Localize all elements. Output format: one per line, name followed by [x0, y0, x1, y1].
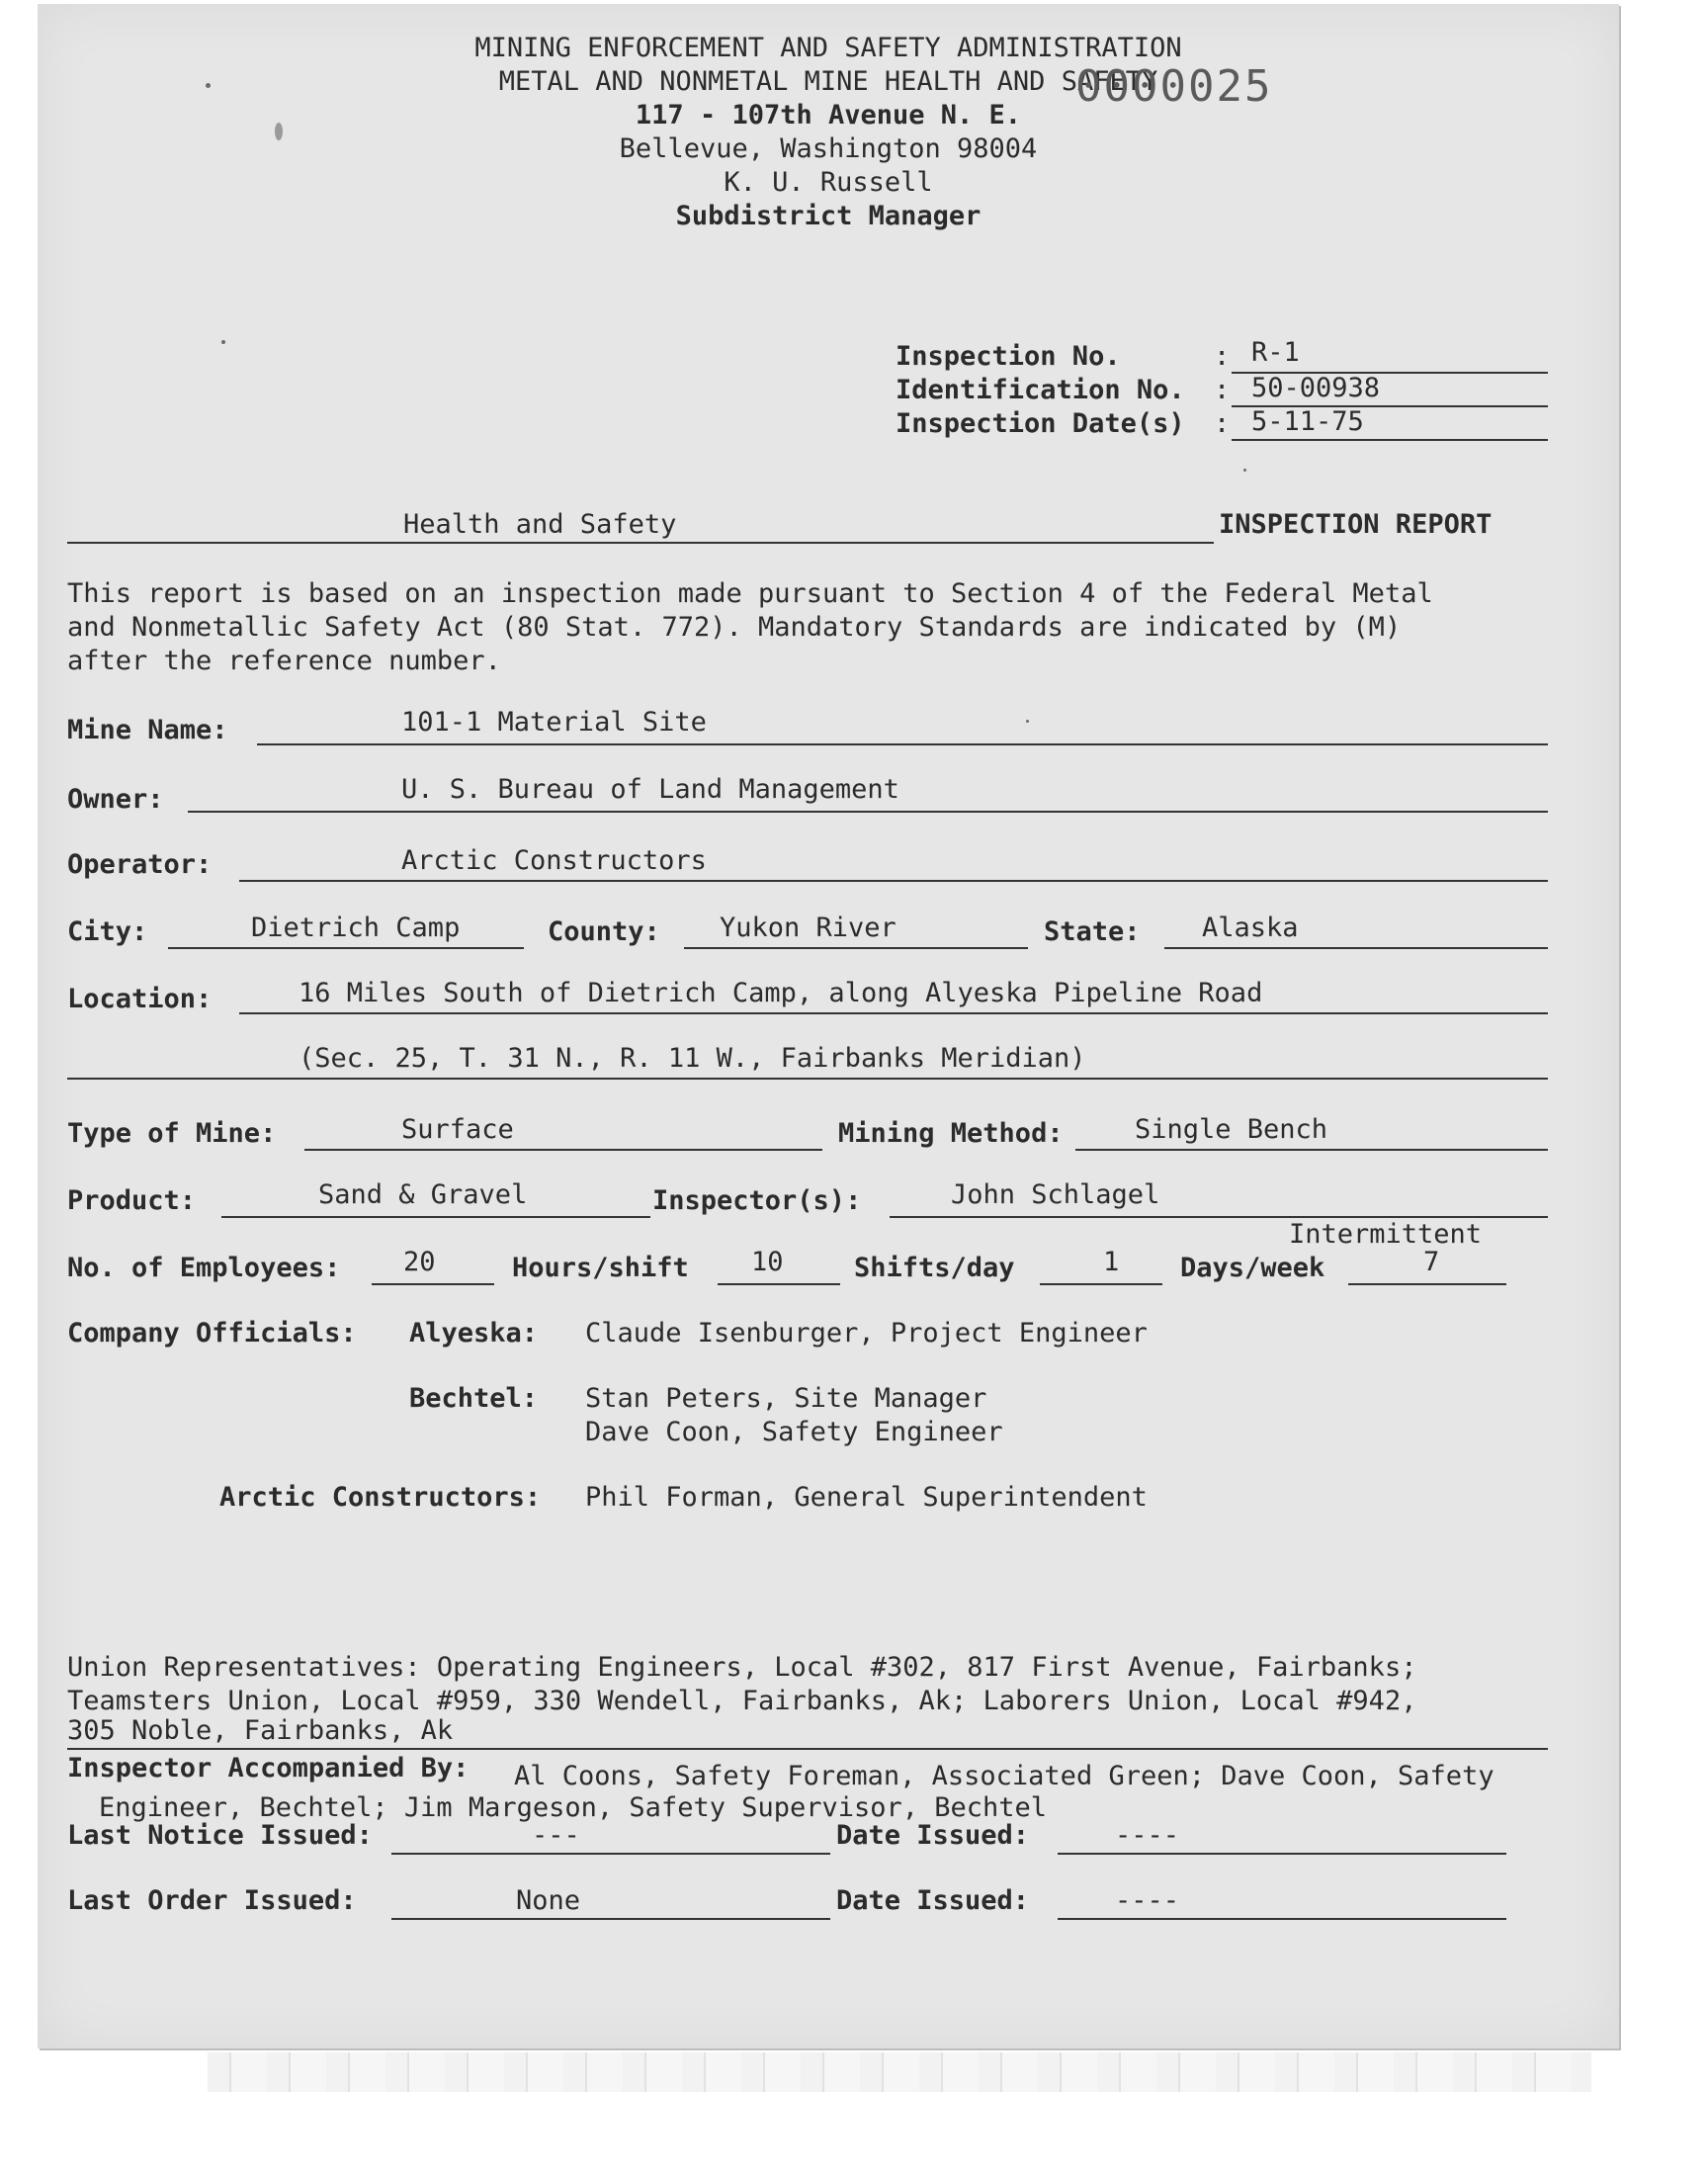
operator-value: Arctic Constructors — [401, 845, 707, 876]
inspection-report-page — [38, 4, 1619, 2048]
arctic-official: Phil Forman, General Superintendent — [585, 1482, 1148, 1513]
order-date-label: Date Issued: — [836, 1885, 1030, 1916]
inspector-label: Inspector(s): — [652, 1185, 862, 1216]
days-label: Days/week — [1180, 1253, 1325, 1283]
alyeska-official: Claude Isenburger, Project Engineer — [585, 1318, 1148, 1348]
intro-line-3: after the reference number. — [67, 646, 501, 676]
scan-bottom-edge — [208, 2052, 1591, 2092]
operator-label: Operator: — [67, 849, 213, 880]
employees-underline — [372, 1283, 494, 1285]
inspection-date-colon: : — [1214, 408, 1231, 439]
location-line-1: 16 Miles South of Dietrich Camp, along Alyeska Pipeline Road — [299, 978, 1263, 1008]
notice-date-underline — [1058, 1853, 1506, 1855]
union-line-2: Teamsters Union, Local #959, 330 Wendell, Fairbanks, Ak; Laborers Union, Local #942, — [67, 1686, 1417, 1716]
last-notice-value: --- — [532, 1820, 580, 1851]
notice-date-label: Date Issued: — [836, 1820, 1030, 1851]
agency-division: METAL AND NONMETAL MINE HEALTH AND SAFETY — [498, 66, 1158, 97]
intro-line-1: This report is based on an inspection made pursuant to Section 4 of the Federal Metal — [67, 578, 1433, 609]
scan-speck — [1243, 469, 1246, 472]
scan-speck — [275, 123, 283, 140]
intro-line-2: and Nonmetallic Safety Act (80 Stat. 772). Mandatory Standards are indicated by (M) — [67, 612, 1402, 643]
union-line-3: 305 Noble, Fairbanks, Ak — [67, 1715, 454, 1746]
bechtel-official-2: Dave Coon, Safety Engineer — [585, 1417, 1003, 1447]
shifts-label: Shifts/day — [854, 1253, 1015, 1283]
county-label: County: — [548, 916, 660, 947]
days-underline — [1348, 1283, 1506, 1285]
union-line-1: Union Representatives: Operating Engineers, Local #302, 817 First Avenue, Fairbanks; — [67, 1652, 1417, 1683]
accompanied-line-2: Engineer, Bechtel; Jim Margeson, Safety Supervisor, Bechtel — [99, 1792, 1048, 1823]
product-value: Sand & Gravel — [318, 1179, 528, 1210]
location-underline-2 — [67, 1078, 1548, 1080]
agency-city-address: Bellevue, Washington 98004 — [619, 133, 1038, 164]
operator-underline — [239, 880, 1548, 882]
alyeska-label: Alyeska: — [409, 1318, 539, 1348]
scan-speck — [221, 340, 225, 344]
days-value: 7 — [1423, 1247, 1440, 1277]
owner-value: U. S. Bureau of Land Management — [401, 774, 899, 805]
employees-value: 20 — [403, 1247, 436, 1277]
shifts-value: 1 — [1103, 1247, 1120, 1277]
hours-underline — [718, 1283, 840, 1285]
notice-date-value: ---- — [1115, 1820, 1180, 1851]
hours-value: 10 — [751, 1247, 784, 1277]
report-type-underline — [67, 542, 1214, 544]
city-label: City: — [67, 916, 148, 947]
agency-name: MINING ENFORCEMENT AND SAFETY ADMINISTRATION — [474, 33, 1182, 63]
report-title: INSPECTION REPORT — [1219, 509, 1493, 540]
order-date-underline — [1058, 1918, 1506, 1920]
location-label: Location: — [67, 984, 213, 1014]
inspection-date-underline — [1232, 439, 1548, 441]
mining-method-underline — [1075, 1149, 1548, 1151]
state-label: State: — [1044, 916, 1141, 947]
scan-speck — [206, 83, 211, 88]
bechtel-official-1: Stan Peters, Site Manager — [585, 1383, 987, 1414]
last-notice-underline — [391, 1853, 830, 1855]
employees-label: No. of Employees: — [67, 1253, 341, 1283]
location-underline-1 — [239, 1012, 1548, 1014]
inspection-no-colon: : — [1214, 341, 1231, 372]
accompanied-line-1: Al Coons, Safety Foreman, Associated Green; Dave Coon, Safety — [514, 1761, 1494, 1791]
city-underline — [168, 947, 524, 949]
state-value: Alaska — [1202, 913, 1299, 943]
shifts-underline — [1040, 1283, 1162, 1285]
last-order-label: Last Order Issued: — [67, 1885, 357, 1916]
mine-type-underline — [304, 1149, 822, 1151]
inspection-date-label: Inspection Date(s) — [896, 408, 1185, 439]
owner-label: Owner: — [67, 784, 164, 815]
location-line-2: (Sec. 25, T. 31 N., R. 11 W., Fairbanks Meridian) — [299, 1043, 1086, 1074]
scan-speck — [1026, 720, 1029, 723]
union-underline — [67, 1748, 1548, 1750]
identification-no-value: 50-00938 — [1251, 373, 1381, 403]
manager-title: Subdistrict Manager — [675, 201, 982, 231]
mine-name-value: 101-1 Material Site — [401, 707, 707, 738]
product-underline — [221, 1216, 650, 1218]
identification-no-label: Identification No. — [896, 375, 1185, 405]
product-label: Product: — [67, 1185, 197, 1216]
last-order-value: None — [516, 1885, 581, 1916]
last-notice-label: Last Notice Issued: — [67, 1820, 373, 1851]
inspection-no-value: R-1 — [1251, 337, 1300, 368]
mine-name-underline — [257, 743, 1548, 745]
arctic-label: Arctic Constructors: — [219, 1482, 542, 1513]
officials-label: Company Officials: — [67, 1318, 357, 1348]
city-value: Dietrich Camp — [251, 913, 461, 943]
identification-no-colon: : — [1214, 375, 1231, 405]
inspector-value: John Schlagel — [951, 1179, 1160, 1210]
county-underline — [684, 947, 1028, 949]
bechtel-label: Bechtel: — [409, 1383, 539, 1414]
last-order-underline — [391, 1918, 830, 1920]
mining-method-label: Mining Method: — [838, 1118, 1064, 1149]
mining-method-value: Single Bench — [1135, 1114, 1328, 1145]
mine-type-value: Surface — [401, 1114, 514, 1145]
mine-name-label: Mine Name: — [67, 715, 228, 745]
hours-label: Hours/shift — [512, 1253, 689, 1283]
order-date-value: ---- — [1115, 1885, 1180, 1916]
document-number-stamp: 0000025 — [1075, 61, 1273, 112]
inspection-no-label: Inspection No. — [896, 341, 1121, 372]
state-underline — [1164, 947, 1548, 949]
county-value: Yukon River — [720, 913, 897, 943]
mine-type-label: Type of Mine: — [67, 1118, 277, 1149]
inspection-date-value: 5-11-75 — [1251, 406, 1364, 437]
owner-underline — [188, 811, 1548, 813]
agency-street-address: 117 - 107th Avenue N. E. — [635, 100, 1022, 130]
manager-name: K. U. Russell — [724, 167, 933, 198]
report-type: Health and Safety — [403, 509, 677, 540]
days-note: Intermittent — [1289, 1219, 1483, 1250]
accompanied-label: Inspector Accompanied By: — [67, 1753, 470, 1784]
